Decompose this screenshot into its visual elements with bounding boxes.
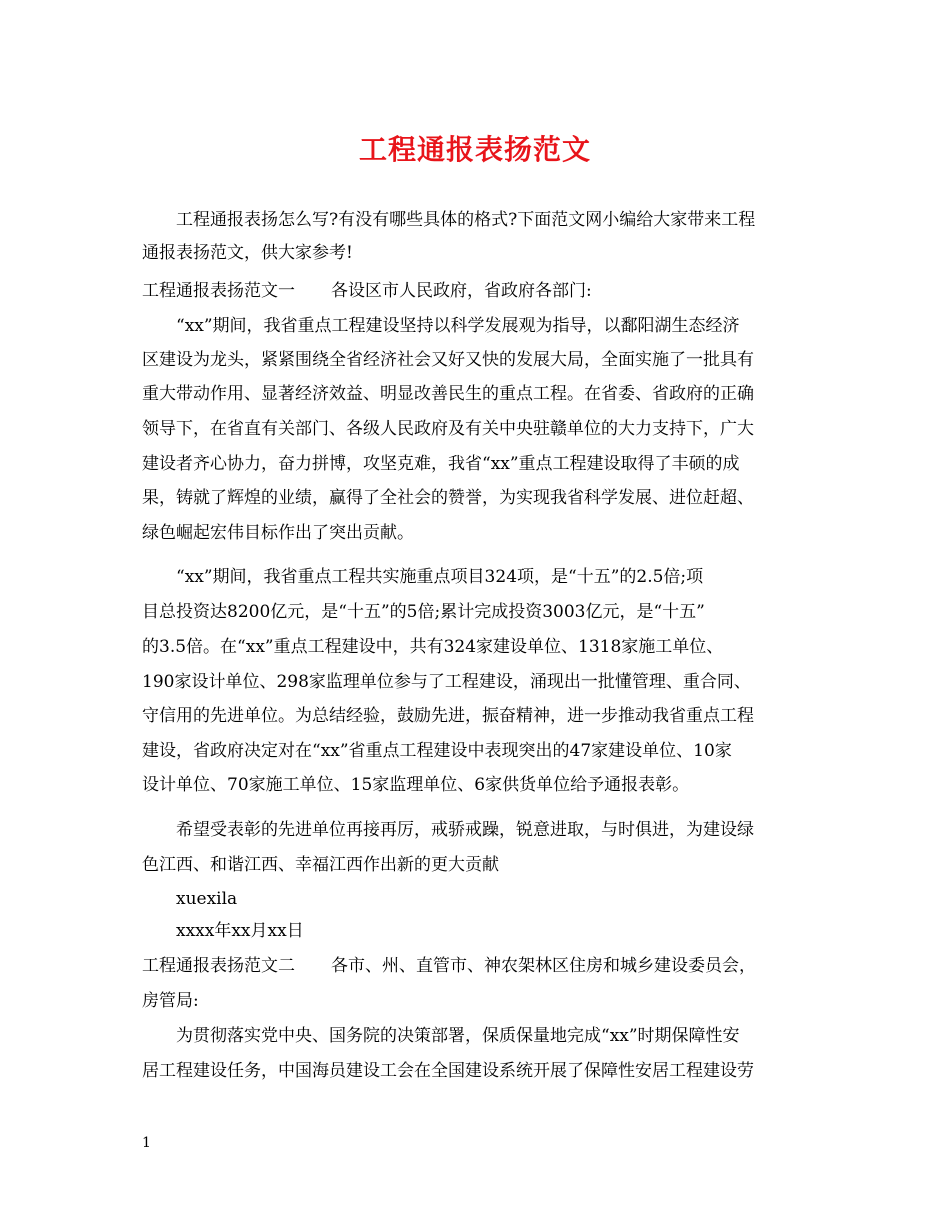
paragraph-line: 工程通报表扬怎么写?有没有哪些具体的格式?下面范文网小编给大家带来工程 [176, 210, 756, 230]
paragraph-line: 房管局: [142, 991, 199, 1011]
paragraph-line: 色江西、和谐江西、幸福江西作出新的更大贡献 [142, 855, 499, 875]
paragraph-line: 190家设计单位、298家监理单位参与了工程建设，涌现出一批懂管理、重合同、 [142, 672, 751, 692]
paragraph-line: “xx”期间，我省重点工程建设坚持以科学发展观为指导，以鄱阳湖生态经济 [176, 316, 740, 336]
paragraph-line: 重大带动作用、显著经济效益、明显改善民生的重点工程。在省委、省政府的正确 [142, 384, 754, 404]
paragraph-line: 目总投资达8200亿元，是“十五”的5倍;累计完成投资3003亿元，是“十五” [142, 602, 705, 622]
paragraph-line: 建设，省政府决定对在“xx”省重点工程建设中表现突出的47家建设单位、10家 [142, 741, 732, 761]
paragraph-line: 居工程建设任务，中国海员建设工会在全国建设系统开展了保障性安居工程建设劳 [142, 1061, 754, 1081]
signature-date: xxxx年xx月xx日 [176, 921, 304, 941]
paragraph-line: 设计单位、70家施工单位、15家监理单位、6家供货单位给予通报表彰。 [142, 775, 690, 795]
paragraph-line: 守信用的先进单位。为总结经验，鼓励先进，振奋精神，进一步推动我省重点工程 [142, 706, 754, 726]
document-title: 工程通报表扬范文 [358, 133, 591, 166]
paragraph-line: 果，铸就了辉煌的业绩，赢得了全社会的赞誉，为实现我省科学发展、进位赶超、 [142, 488, 754, 508]
section-label: 工程通报表扬范文一 [142, 281, 295, 301]
section-heading-1 [142, 279, 832, 303]
section-addressee: 各市、州、直管市、神农架林区住房和城乡建设委员会， [331, 956, 756, 976]
paragraph-line: 希望受表彰的先进单位再接再厉，戒骄戒躁，锐意进取，与时俱进，为建设绿 [176, 820, 754, 840]
signature-name: xuexila [176, 889, 238, 909]
paragraph-line: 绿色崛起宏伟目标作出了突出贡献。 [142, 523, 414, 543]
paragraph-line: “xx”期间，我省重点工程共实施重点项目324项，是“十五”的2.5倍;项 [176, 567, 704, 587]
paragraph-line: 通报表扬范文，供大家参考! [142, 243, 353, 263]
paragraph-line: 区建设为龙头，紧紧围绕全省经济社会又好又快的发展大局，全面实施了一批具有 [142, 350, 754, 370]
page-number: 1 [142, 1135, 151, 1151]
section-addressee: 各设区市人民政府，省政府各部门: [331, 281, 592, 301]
paragraph-line: 的3.5倍。在“xx”重点工程建设中，共有324家建设单位、1318家施工单位、 [142, 637, 724, 657]
paragraph-line: 为贯彻落实党中央、国务院的决策部署，保质保量地完成“xx”时期保障性安 [176, 1026, 740, 1046]
section-label: 工程通报表扬范文二 [142, 956, 295, 976]
section-heading-2 [142, 954, 832, 978]
paragraph-line: 建设者齐心协力，奋力拼博，攻坚克难，我省“xx”重点工程建设取得了丰硕的成 [142, 454, 740, 474]
paragraph-line: 领导下，在省直有关部门、各级人民政府及有关中央驻赣单位的大力支持下，广大 [142, 419, 754, 439]
